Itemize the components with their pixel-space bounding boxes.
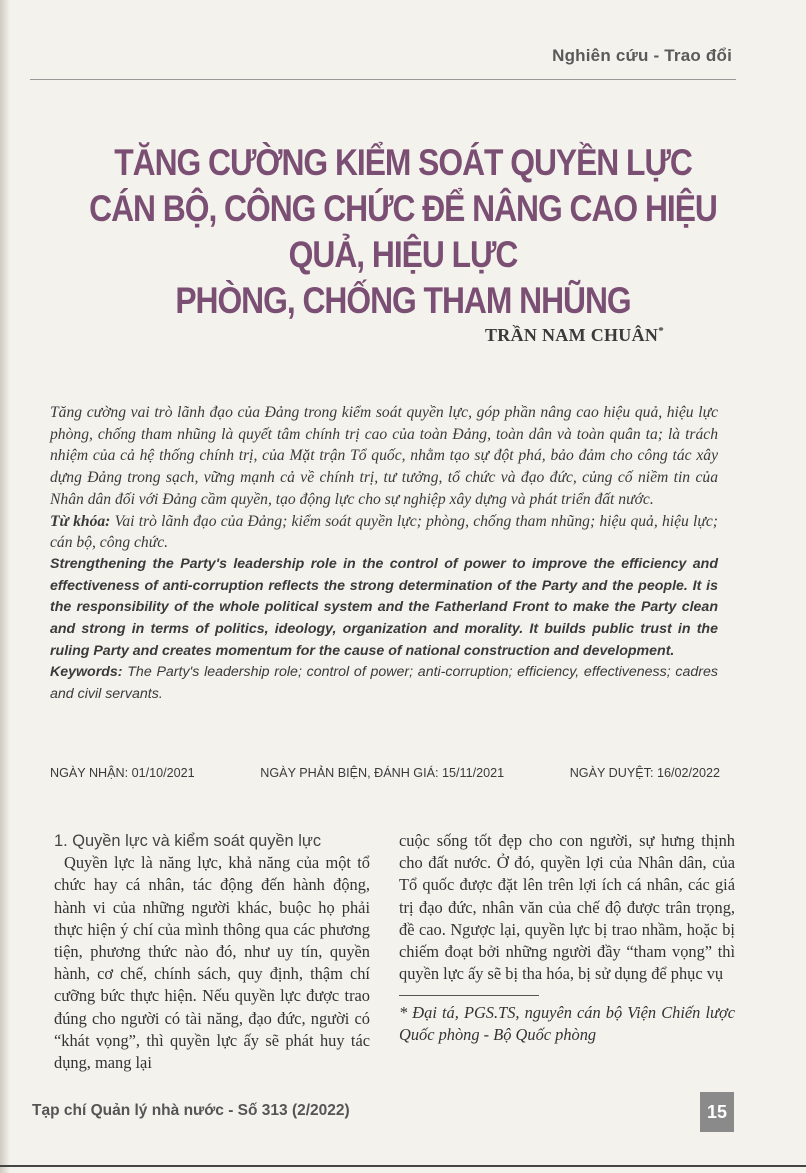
author-footnote-mark: * (658, 325, 664, 337)
keywords-vietnamese (50, 511, 718, 554)
keywords-vi-text: Vai trò lãnh đạo của Đảng; kiểm soát quyền lực; phòng, chống tham nhũng; hiệu quả, hiệu lực; cán bộ, công chức. (50, 512, 718, 552)
section-label: Nghiên cứu - Trao đổi (552, 46, 732, 65)
keywords-english (50, 662, 718, 705)
abstract-vietnamese: Tăng cường vai trò lãnh đạo của Đảng trong kiểm soát quyền lực, góp phần nâng cao hiệu quả, hiệu lực phòng, chống tham nhũng là quyết tâm chính trị cao của toàn Đảng, toàn dân và toàn quân ta; là trách nhiệm của cả hệ thống chính trị, của Mặt trận Tổ quốc, nhằm tạo sự đột phá, bảo đảm cho công tác xây dựng Đảng trong sạch, vững mạnh cả về chính trị, tư tưởng, tổ chức và đạo đức, củng cố niềm tin của Nhân dân đối với Đảng cầm quyền, tạo động lực cho sự nghiệp xây dựng và phát triển đất nước. (50, 404, 718, 508)
journal-footer: Tạp chí Quản lý nhà nước - Số 313 (2/2022) (32, 1102, 350, 1119)
author (485, 325, 664, 346)
bottom-rule (0, 1165, 806, 1167)
body-column-right (399, 830, 735, 1046)
abstract-english: Strengthening the Party's leadership role in the control of power to improve the efficiency and effectiveness of anti-corruption reflects the strong determination of the Party and the people. It is the responsibility of the whole political system and the Fatherland Front to make the Party clean and strong in terms of politics, ideology, organization and morality. It builds public trust in the ruling Party and creates momentum for the cause of national construction and development. (50, 555, 718, 659)
date-received: NGÀY NHẬN: 01/10/2021 (50, 766, 195, 780)
footnote-rule (399, 995, 539, 996)
date-approved: NGÀY DUYỆT: 16/02/2022 (569, 766, 720, 780)
body-paragraph-left: Quyền lực là năng lực, khả năng của một tổ chức hay cá nhân, tác động đến hành động, hành vi của những người khác, buộc họ phải thực hiện ý chí của mình thông qua các phương tiện, phương thức nào đó, như uy tín, quyền hành, cơ chế, chính sách, quy định, thậm chí cưỡng bức thực hiện. Nếu quyền lực được trao đúng cho người có tài năng, đạo đức, người có “khát vọng”, thì quyền lực ấy sẽ phát huy tác dụng, mang lại (54, 853, 370, 1073)
author-footnote: * Đại tá, PGS.TS, nguyên cán bộ Viện Chiến lược Quốc phòng - Bộ Quốc phòng (399, 1003, 735, 1045)
body-column-left (54, 830, 370, 1074)
article-dates (50, 766, 720, 780)
keywords-en-label: Keywords: (50, 664, 123, 681)
title-line-2: CÁN BỘ, CÔNG CHỨC ĐỂ NÂNG CAO HIỆU QUẢ, HIỆU LỰC (89, 188, 717, 275)
body-paragraph-right: cuộc sống tốt đẹp cho con người, sự hưng thịnh cho đất nước. Ở đó, quyền lợi của Nhân dân, của Tổ quốc được đặt lên trên lợi ích cá nhân, các giá trị đạo đức, nhân văn của chế độ được trân trọng, đề cao. Ngược lại, quyền lực bị trao nhầm, hoặc bị chiếm đoạt bởi những người đầy “tham vọng” thì quyền lực ấy sẽ bị tha hóa, bị sử dụng để phục vụ (399, 831, 735, 984)
date-reviewed: NGÀY PHẢN BIỆN, ĐÁNH GIÁ: 15/11/2021 (260, 766, 505, 780)
keywords-en-text: The Party's leadership role; control of power; anti-corruption; efficiency, effectiveness; cadres and civil servants. (50, 664, 718, 703)
page-edge-shadow (0, 0, 10, 1173)
title-line-1: TĂNG CƯỜNG KIỂM SOÁT QUYỀN LỰC (114, 142, 692, 183)
page-number: 15 (700, 1092, 734, 1132)
article-title (30, 140, 776, 324)
title-line-3: PHÒNG, CHỐNG THAM NHŨNG (175, 280, 631, 321)
header-rule (30, 79, 736, 80)
keywords-vi-label: Từ khóa: (50, 512, 111, 530)
author-name: TRẦN NAM CHUÂN (485, 325, 659, 345)
abstract (50, 402, 718, 706)
section-heading: 1. Quyền lực và kiểm soát quyền lực (54, 832, 322, 850)
